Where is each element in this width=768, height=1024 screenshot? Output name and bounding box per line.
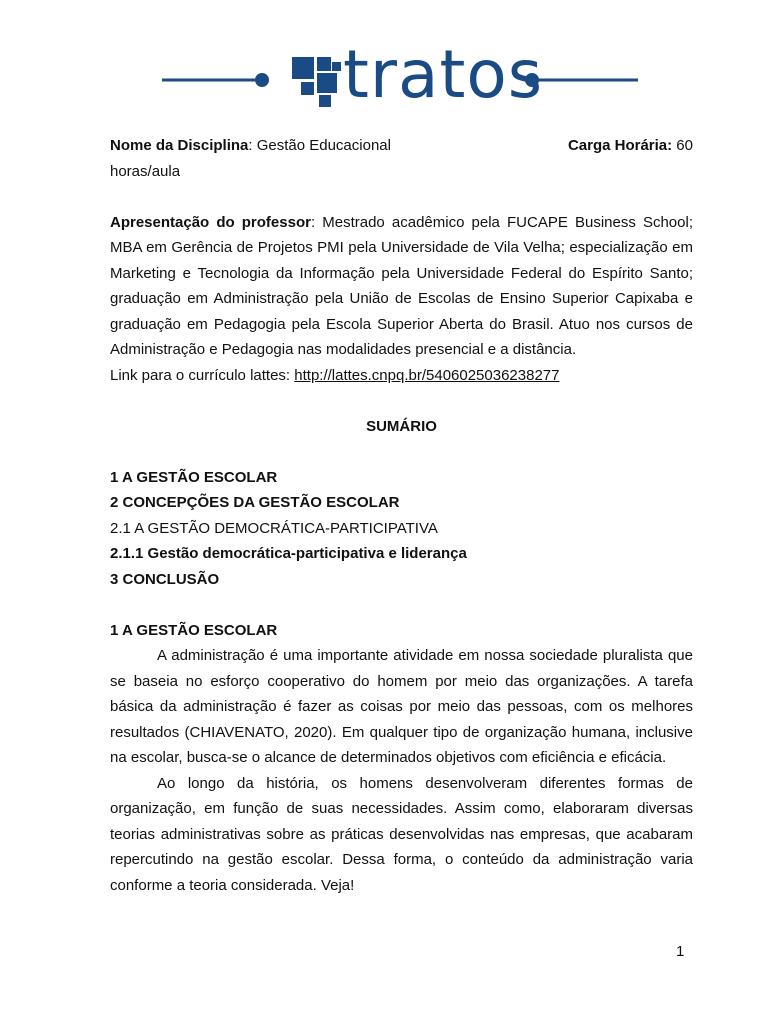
course-name [110,133,391,159]
summary-item: 2.1 A GESTÃO DEMOCRÁTICA-PARTICIPATIVA [110,519,438,537]
lattes-line [110,363,693,389]
summary-item: 2.1.1 Gestão democrática-participativa e liderança [110,545,467,562]
logo-squares-icon [292,57,341,107]
lattes-link[interactable]: http://lattes.cnpq.br/5406025036238277 [294,366,560,384]
left-dot [255,73,269,87]
summary-item: 1 A GESTÃO ESCOLAR [110,468,278,486]
professor-presentation [110,210,693,363]
logo-wordmark: tratos [343,36,544,113]
presentation-label: Apresentação do professor [110,213,311,231]
course-name-value: : Gestão Educacional [248,137,391,154]
section-paragraph: Ao longo da história, os homens desenvolveram diferentes formas de organização, em função de suas necessidades. Assim como, elaboraram diversas teorias administrativas sobre as práticas desenvolvidas nas empresas, que acabaram repercutindo na gestão escolar. Dessa forma, o conteúdo da administração varia conforme a teoria considerada. Veja! [110,774,693,894]
course-info-row [110,133,693,159]
summary-item: 2 CONCEPÇÕES DA GESTÃO ESCOLAR [110,494,400,511]
course-load [568,133,693,159]
presentation-text: : Mestrado acadêmico pela FUCAPE Business School; MBA em Gerência de Projetos PMI pela Universidade de Vila Velha; especialização em Marketing e Tecnologia da Informação pela Universidade Federal do Espírito Santo; graduação em Administração pela União de Escolas de Ensino Superior Capixaba e graduação em Pedagogia pela Escola Superior Aberta do Brasil. Atuo nos cursos de Administração e Pedagogia nas modalidades presencial e a distância. [110,213,693,358]
course-load-label: Carga Horária: [567,137,673,154]
summary-list [110,465,693,593]
document-body [110,133,693,898]
page-number: 1 [676,943,685,960]
summary-item: 3 CONCLUSÃO [110,570,220,588]
section-heading: 1 A GESTÃO ESCOLAR [110,621,278,639]
course-load-unit: horas/aula [110,162,181,180]
header [0,36,768,120]
section-paragraph: A administração é uma importante atividade em nossa sociedade pluralista que se baseia no esforço cooperativo do homem por meio das organizações. A tarefa básica da administração é fazer as coisas por meio das pessoas, com os melhores resultados (CHIAVENATO, 2020). Em qualquer tipo de organização humana, inclusive na escolar, busca-se o alcance de determinados objetivos com eficiência e eficácia. [110,647,693,766]
course-name-label: Nome da Disciplina [110,137,249,154]
course-load-value: 60 [672,137,693,154]
summary-title: SUMÁRIO [366,417,437,435]
lattes-label: Link para o currículo lattes: [110,366,295,384]
